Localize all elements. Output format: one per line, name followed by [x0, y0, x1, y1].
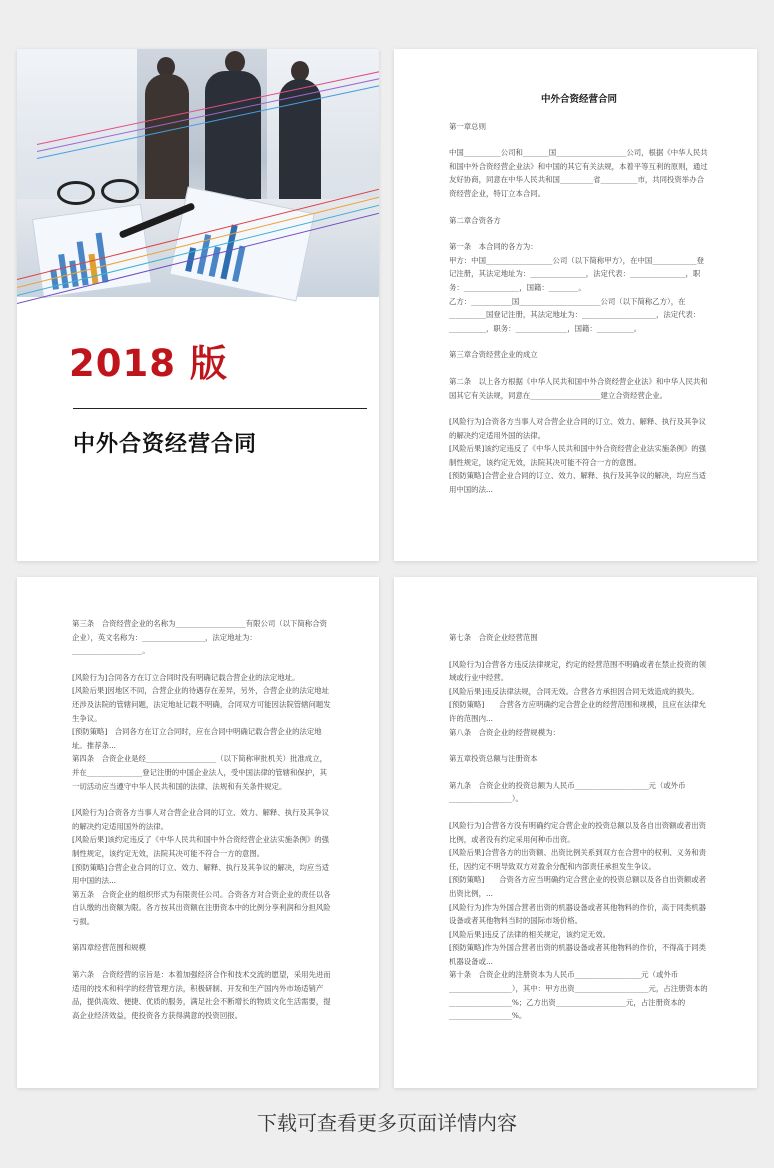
paragraph: [预防策略]合营企业合同的订立、效力、解释、执行及其争议的解决，均应当适用中国的法... [72, 862, 330, 886]
page-title: 中外合资经营合同 [540, 94, 617, 105]
paragraph: [预防策略] 合同各方在订立合同时，应在合同中明确记载合营企业的法定地址。推荐条... [72, 727, 322, 750]
download-more-link[interactable]: 下载可查看更多页面详情内容 [257, 1111, 517, 1135]
cover-photo [17, 49, 379, 297]
page-2-body [72, 617, 331, 1022]
paragraph: [预防策略] 合营各方应明确约定合营企业的经营范围和规模，且应在法律允许的范围内... [449, 700, 707, 723]
paragraph: [风险后果]该约定违反了《中华人民共和国中外合资经营企业法实施条例》的强制性规定，该约定无效，法院其决可能不符合一方的意图。 [449, 444, 707, 467]
paragraph: 第十条 合资企业的注册资本为人民币__________________元（或外币_________________），其中：甲方出资____________________元，占注册资本的_________________%；乙方出资___________________元，占注册资本的_________________%。 [449, 970, 708, 1021]
paragraph: 第七条 合资企业经营范围 [449, 633, 538, 642]
paragraph: [风险后果]合营各方的出资额、出资比例关系到双方在合营中的权利、义务和责任，因约定不明导致双方对盈余分配和内部责任承担发生争议。 [449, 848, 707, 871]
paragraph: 第五章投资总额与注册资本 [449, 754, 538, 764]
paragraph: [风险行为]合资各方当事人对合营企业合同的订立、效力、解释、执行及其争议的解决约定适用外国的法律。 [449, 417, 707, 440]
paragraph: 第三章合资经营企业的成立 [449, 350, 538, 360]
paragraph: 第二章合资各方 [449, 215, 501, 225]
paragraph: 第九条 合资企业的投资总额为人民币____________________元（或外币_________________）。 [449, 780, 686, 804]
paragraph: 第三条 合资经营企业的名称为___________________有限公司（以下简称合资企业），英文名称为：_________________，法定地址为：___________________。 [72, 619, 327, 656]
paragraph: 第二条 以上各方根据《中华人民共和国中外合资经营企业法》和中华人民共和国其它有关法规，同意在___________________建立合资经营企业。 [449, 376, 708, 400]
paragraph: [风险行为]作为外国合营者出资的机器设备或者其他物料的作价，高于同类机器设备或者其他物料当时的国际市场价格。 [449, 902, 707, 926]
paragraph: 第八条 合资企业的经营规模为： [449, 727, 560, 737]
paragraph: [风险行为]合资各方当事人对合营企业合同的订立、效力、解释、执行及其争议的解决约定适用国外的法律。 [72, 808, 330, 831]
paragraph: [预防策略]作为外国合营者出资的机器设备或者其他物料的作价，不得高于同类机器设备或... [449, 943, 707, 966]
contract-page-1 [394, 49, 757, 561]
paragraph: 第一条 本合同的各方为： [449, 242, 538, 252]
contract-page-2 [17, 577, 379, 1088]
cover-divider [73, 408, 367, 409]
paragraph: 中国__________公司和_______国___________________公司，根据《中华人民共和国中外合资经营企业法》和中国的其它有关法规，本着平等互利的原则，通过友好协商，同意在中华人民共和国_________省__________市，共同投资举办合资经营企业，特订立本合同。 [449, 148, 708, 198]
paragraph: 第四章经营范围和规模 [72, 943, 146, 953]
cover-year: 2018 版 [69, 342, 228, 385]
page-1-body [449, 93, 709, 497]
paragraph: [风险行为]合同各方在订立合同时没有明确记载合营企业的法定地址。 [72, 672, 300, 682]
paragraph: [风险行为]合营各方违反法律规定，约定的经营范围不明确或者在禁止投资的领域或行业中经营。 [449, 659, 707, 683]
paragraph: [预防策略]合营企业合同的订立、效力、解释、执行及其争议的解决，均应当适用中国的法... [449, 471, 707, 495]
paragraph: [风险后果]因地区不同，合营企业的待遇存在差异，另外，合营企业的法定地址还涉及法院的管辖问题，法定地址记载不明确，合同双方可能因法院管辖问题发生争议。 [72, 686, 331, 723]
paragraph: 乙方：___________国______________________公司（以下简称乙方），在__________国登记注册，其法定地址为：____________________，法定代表：__________，职务：______________，国籍：__________。 [449, 296, 701, 333]
paragraph: 第四条 合资企业是经___________________（以下简称审批机关）批准成立，并在_______________登记注册的中国企业法人，受中国法律的管辖和保护，其一切活动应当遵守中华人民共和国的法律、法规和有关条件规定。 [72, 754, 327, 791]
cover-title: 中外合资经营合同 [73, 432, 258, 457]
paragraph: [风险后果]违反了法律的相关规定，该约定无效。 [449, 929, 610, 939]
cover-page [17, 49, 379, 561]
paragraph: [预防策略] 合资各方应当明确约定合营企业的投资总额以及各自出资额或者出资比例，... [449, 875, 707, 898]
paragraph: 甲方：中国__________________公司（以下简称甲方），在中国____________登记注册，其法定地址为：_______________，法定代表：_______________，职务：_______________，国籍：________。 [449, 255, 704, 292]
paragraph: [风险后果]该约定违反了《中华人民共和国中外合资经营企业法实施条例》的强制性规定，该约定无效，法院其决可能不符合一方的意图。 [72, 835, 330, 858]
paragraph: 第五条 合资企业的组织形式为有限责任公司。合资各方对合资企业的责任以各自认缴的出资额为限。各方按其出资额在注册资本中的比例分享利润和分担风险亏损。 [72, 889, 331, 926]
paragraph: [风险行为]合营各方没有明确约定合营企业的投资总额以及各自出资额或者出资比例，或者没有约定采用何种币出资。 [449, 820, 707, 844]
contract-page-3 [394, 577, 757, 1088]
page-3-body [449, 631, 709, 1023]
paragraph: 第一章总则 [449, 121, 486, 131]
paragraph: 第六条 合资经营的宗旨是：本着加强经济合作和技术交流的愿望，采用先进而适用的技术和科学的经营管理方法，积极研制、开发和生产国内外市场适销产品，提供高效、便捷、优质的服务，满足社会不断增长的物质文化生活需要，提高企业经济效益，使投资各方获得满意的投资回报。 [72, 970, 331, 1020]
paragraph: [风险后果]违反法律法规，合同无效。合营各方承担因合同无效造成的损失。 [449, 686, 699, 696]
